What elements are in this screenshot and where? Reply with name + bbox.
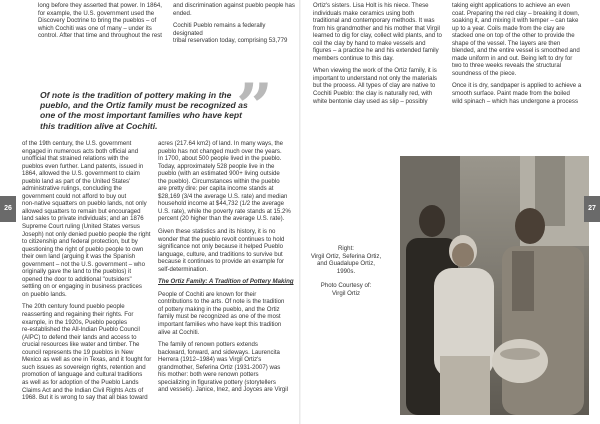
paragraph: Ortiz's sisters. Lisa Holt is his niece. These individuals make ceramics using both traditional and contemporary methods. It was from his grandmother and his mother that Virgil learned to dig for clay, collect wild plants, and to coil the clay by hand to make vessels and figures – a practice he and his extended family members continue to this day. (313, 2, 442, 62)
paragraph: The 20th century found pueblo people reasserting and regaining their rights. For example, in the 1920s, Pueblo peoples re-established the All-Indian Pueblo Council (AIPC) to defend their lands and access to crucial resources like water and timber. The council represents the 19 pueblos in New Mexico as well as one in Texas, and it fought for such issues as sovereign rights, retention and promotion of language and cultural traditions as well as for adoption of the Pueblo Lands Claims Act and the Indian Civil Rights Acts of 1968. But it is wrong to say that all bias toward (22, 303, 152, 402)
family-photo (400, 156, 589, 415)
section-subheading: The Ortiz Family: A Tradition of Pottery Making (158, 278, 294, 286)
top-column-2 (173, 2, 295, 50)
photo-credit: Photo Courtesy of: Virgil Ortiz (320, 282, 372, 297)
paragraph: Once it is dry, sandpaper is applied to achieve a smooth surface. Paint made from the boiled wild spinach – which has undergone a process (452, 82, 582, 105)
caption-text: Right: Virgil Ortiz, Seferina Ortiz, and Guadalupe Ortiz, 1990s. (310, 245, 382, 275)
pull-quote: Of note is the tradition of pottery making in the pueblo, and the Ortiz family must be recognized as one of the most important families who have kept this tradition alive at Cochiti. (40, 90, 248, 131)
right-page (300, 0, 600, 424)
paragraph: Cochiti Pueblo remains a federally designated tribal reservation today, comprising 53,779 (173, 22, 288, 45)
paragraph: When viewing the work of the Ortiz family, it is important to understand not only the materials but the process. All types of clay are native to Cochiti Pueblo: the clay is naturally red, with white bentonie clay used as slip – possibly (313, 67, 437, 105)
quote-mark-icon: ” (236, 70, 273, 145)
right-column-1 (313, 2, 453, 110)
page-number-right: 27 (584, 196, 600, 222)
body-column-1 (22, 140, 160, 407)
paragraph: acres (217.64 km2) of land. In many ways, the pueblo has not changed much over the years. In 1700, about 500 people lived in the pueblo. Today, approximately 528 people live in the pueblo (with an estimated 900+ living outside the pueblo). Circumstances within the pueblo are pretty dire: per capita income stands at $28,169 (3/4 the average U.S. rate) and median household income at $44,732 (1/2 the average U.S. rate), while the poverty rate stands at 15.2% percent (20 higher than the average U.S. rate). (158, 140, 291, 223)
paragraph: of the 19th century, the U.S. government engaged in numerous acts both official and unofficial that strained relations with the pueblos even further. Land patents, issued in 1864, allowed the U.S. government to claim pueblo land as part of the United States' administrative rulings, concluding the government could not afford to buy out non-native squatters on pueblo lands, not only allowed squatters to remain but encouraged land sales to private individuals; and an 1876 Supreme Court ruling (United States versus Joseph) not only denied pueblo people the right to citizenship and federal protection, but by questioning the right of pueblo people to own their own land (arguing it was the Spanish government – not the U.S. government – who originally gave the land to the pueblos) it opened the door to additional "outsiders" settling on or engaging in business practices on pueblo lands. (22, 140, 151, 298)
paragraph: and discrimination against pueblo people has ended. (173, 2, 295, 17)
photo-caption (306, 245, 386, 304)
top-column-1 (38, 2, 166, 45)
page-number-left: 26 (0, 196, 16, 222)
paragraph: long before they asserted that power. In 1864, for example, the U.S. government used the Discovery Doctrine to bring the pueblos – of which Cochiti was one of many – under its control. After that time and throughout the rest (38, 2, 162, 40)
paragraph: taking eight applications to achieve an even coat. Preparing the red clay – breaking it down, soaking it, and mixing it with temper – can take up to a year. Coils made from the clay are stacked one on top of the other to provide the shape of the vessel. The layers are then blended, and the entire vessel is smoothed and made uniform in and out. Being left to dry for two to three weeks reveals the structural soundness of the piece. (452, 2, 580, 77)
paragraph: People of Cochiti are known for their contributions to the arts. Of note is the tradition of pottery making in the pueblo, and the Ortiz family must be recognized as one of the most important families who have kept this tradition alive at Cochiti. (158, 290, 285, 336)
body-column-2 (158, 140, 296, 399)
family-photo-image (400, 156, 589, 415)
paragraph: Given these statistics and its history, it is no wonder that the pueblo revolt continues to hold significance not only because it helped Pueblo language, culture, and traditions to survive but because it continues to provide an example for self-determination. (158, 228, 285, 273)
right-column-2 (452, 2, 592, 110)
paragraph: The family of renown potters extends backward, forward, and sideways. Laurencita Herrera (1912–1984) was Virgil Ortiz's grandmother, Seferina Ortiz (1931-2007) was his mother: both were renown potters specializing in figurative pottery (storytellers and vessels). Janice, Inez, and Joyces are Virgil (158, 341, 288, 394)
